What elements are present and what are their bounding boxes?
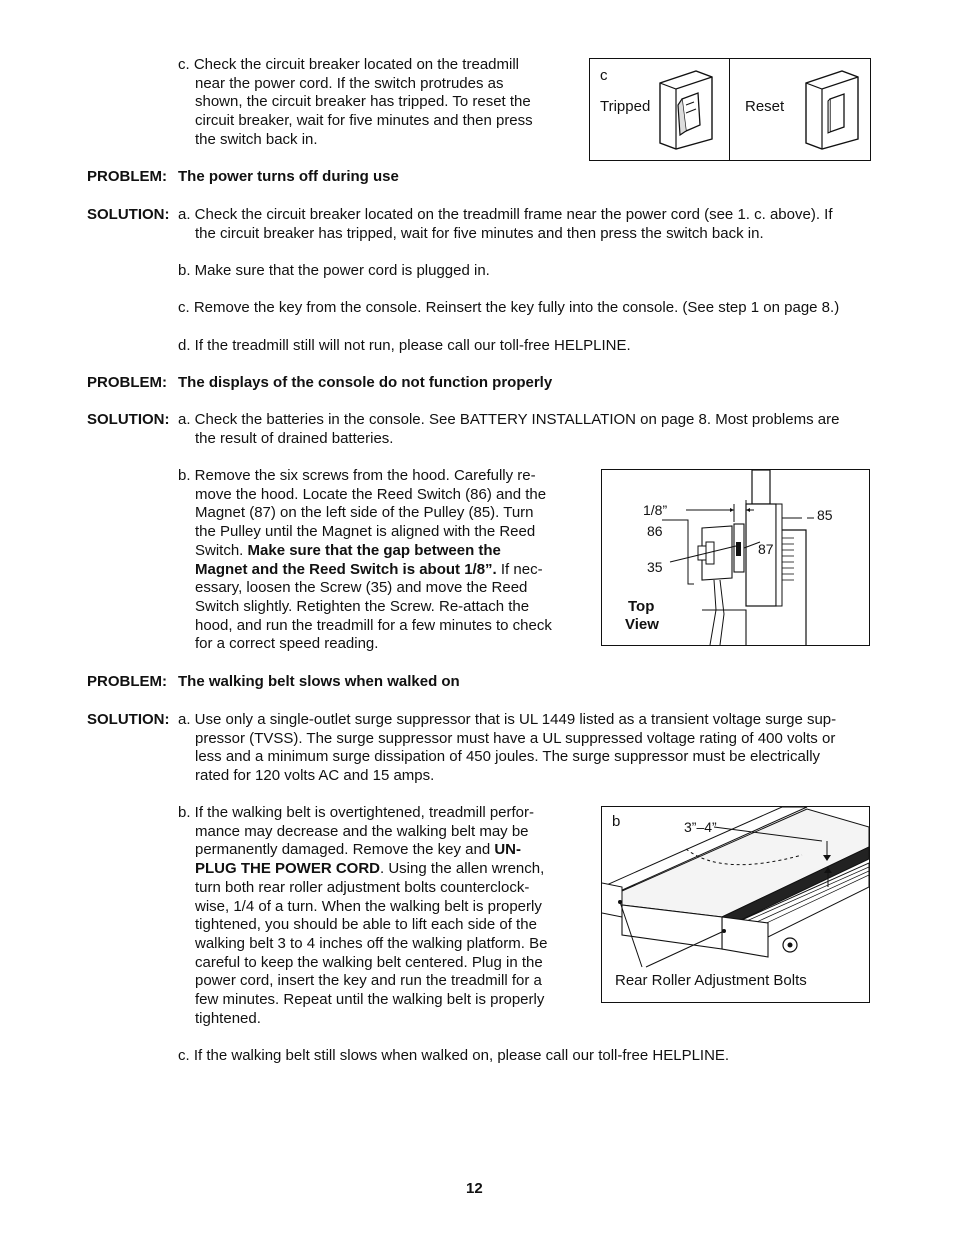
page-number: 12	[466, 1180, 483, 1197]
figure-top-view	[601, 469, 870, 646]
solution-1a: a. Check the circuit breaker located on the treadmill frame near the power cord (see 1. c. above). If the circuit breaker has tripped, wait for five minutes and then press the switch back in.	[178, 206, 833, 242]
solution-3b: b. If the walking belt is overtightened, treadmill perfor- mance may decrease and the walking belt may be permanently damaged. Remove the key and UN- PLUG THE POWER CORD. Using the allen wrench, turn both rear roller adjustment bolts counterclock- wise, 1/4 of a turn. When the walking belt is properly tightened, you should be able to lift each side of the walking belt 3 to 4 inches off the walking platform. Be careful to keep the walking belt centered. Plug in the power cord, insert the key and run the treadmill for a few minutes. Repeat until the walking belt is properly tightened.	[178, 804, 548, 1027]
label-86: 86	[647, 523, 663, 539]
label-reset: Reset	[745, 98, 785, 115]
label-tripped: Tripped	[600, 98, 651, 115]
label-87: 87	[758, 541, 774, 557]
solution-1b: b. Make sure that the power cord is plugged in.	[178, 262, 490, 279]
label-3-4-inches: 3”–4”	[684, 819, 717, 835]
label-85: 85	[817, 507, 833, 523]
step-1c-text: c. Check the circuit breaker located on the treadmill near the power cord. If the switch protrudes as shown, the circuit breaker has tripped. To reset the circuit breaker, wait for five minutes and then press the switch back in.	[178, 56, 533, 148]
figure-letter-c: c	[600, 67, 608, 84]
tripped-switch-drawing	[656, 69, 716, 151]
problem-1-title: The power turns off during use	[178, 168, 399, 185]
solution-1d: d. If the treadmill still will not run, please call our toll-free HELPLINE.	[178, 337, 631, 354]
solution-1-label: SOLUTION:	[87, 206, 170, 223]
problem-2-label: PROBLEM:	[87, 374, 167, 391]
solution-2-label: SOLUTION:	[87, 411, 170, 428]
caption-rear-roller-bolts: Rear Roller Adjustment Bolts	[615, 972, 807, 989]
problem-1-label: PROBLEM:	[87, 168, 167, 185]
problem-2-title: The displays of the console do not function properly	[178, 374, 553, 391]
solution-1c: c. Remove the key from the console. Reinsert the key fully into the console. (See step 1 on page 8.)	[178, 299, 840, 316]
figure-divider	[729, 59, 730, 160]
problem-3-title: The walking belt slows when walked on	[178, 673, 460, 690]
solution-2b: b. Remove the six screws from the hood. Carefully re- move the hood. Locate the Reed Switch (86) and the Magnet (87) on the left side of the Pulley (85). Turn the Pulley until the Magnet is aligned with the Reed Switch. Make sure that the gap between the Magnet and the Reed Switch is about 1/8”. If nec- essary, loosen the Screw (35) and move the Reed Switch slightly. Retighten the Screw. Re-attach the hood, and run the treadmill for a few minutes to check for a correct speed reading.	[178, 467, 552, 653]
label-gap: 1/8”	[643, 502, 668, 518]
figure-letter-b: b	[612, 813, 621, 830]
solution-2a: a. Check the batteries in the console. See BATTERY INSTALLATION on page 8. Most problems are the result of drained batteries.	[178, 411, 840, 447]
solution-3-label: SOLUTION:	[87, 711, 170, 728]
label-35: 35	[647, 559, 663, 575]
caption-top: Top	[628, 598, 655, 615]
solution-3c: c. If the walking belt still slows when walked on, please call our toll-free HELPLINE.	[178, 1047, 730, 1064]
reset-switch-drawing	[802, 69, 862, 151]
solution-3a: a. Use only a single-outlet surge suppressor that is UL 1449 listed as a transient voltage surge sup- pressor (TVSS). The surge suppressor must have a UL suppressed voltage rating of 400 volts or less and a minimum surge dissipation of 450 joules. The surge suppressor must be electrically rated for 120 volts AC and 15 amps.	[178, 711, 837, 785]
problem-3-label: PROBLEM:	[87, 673, 167, 690]
figure-circuit-breaker	[589, 58, 871, 161]
caption-view: View	[625, 616, 659, 633]
figure-walking-belt	[601, 806, 870, 1003]
